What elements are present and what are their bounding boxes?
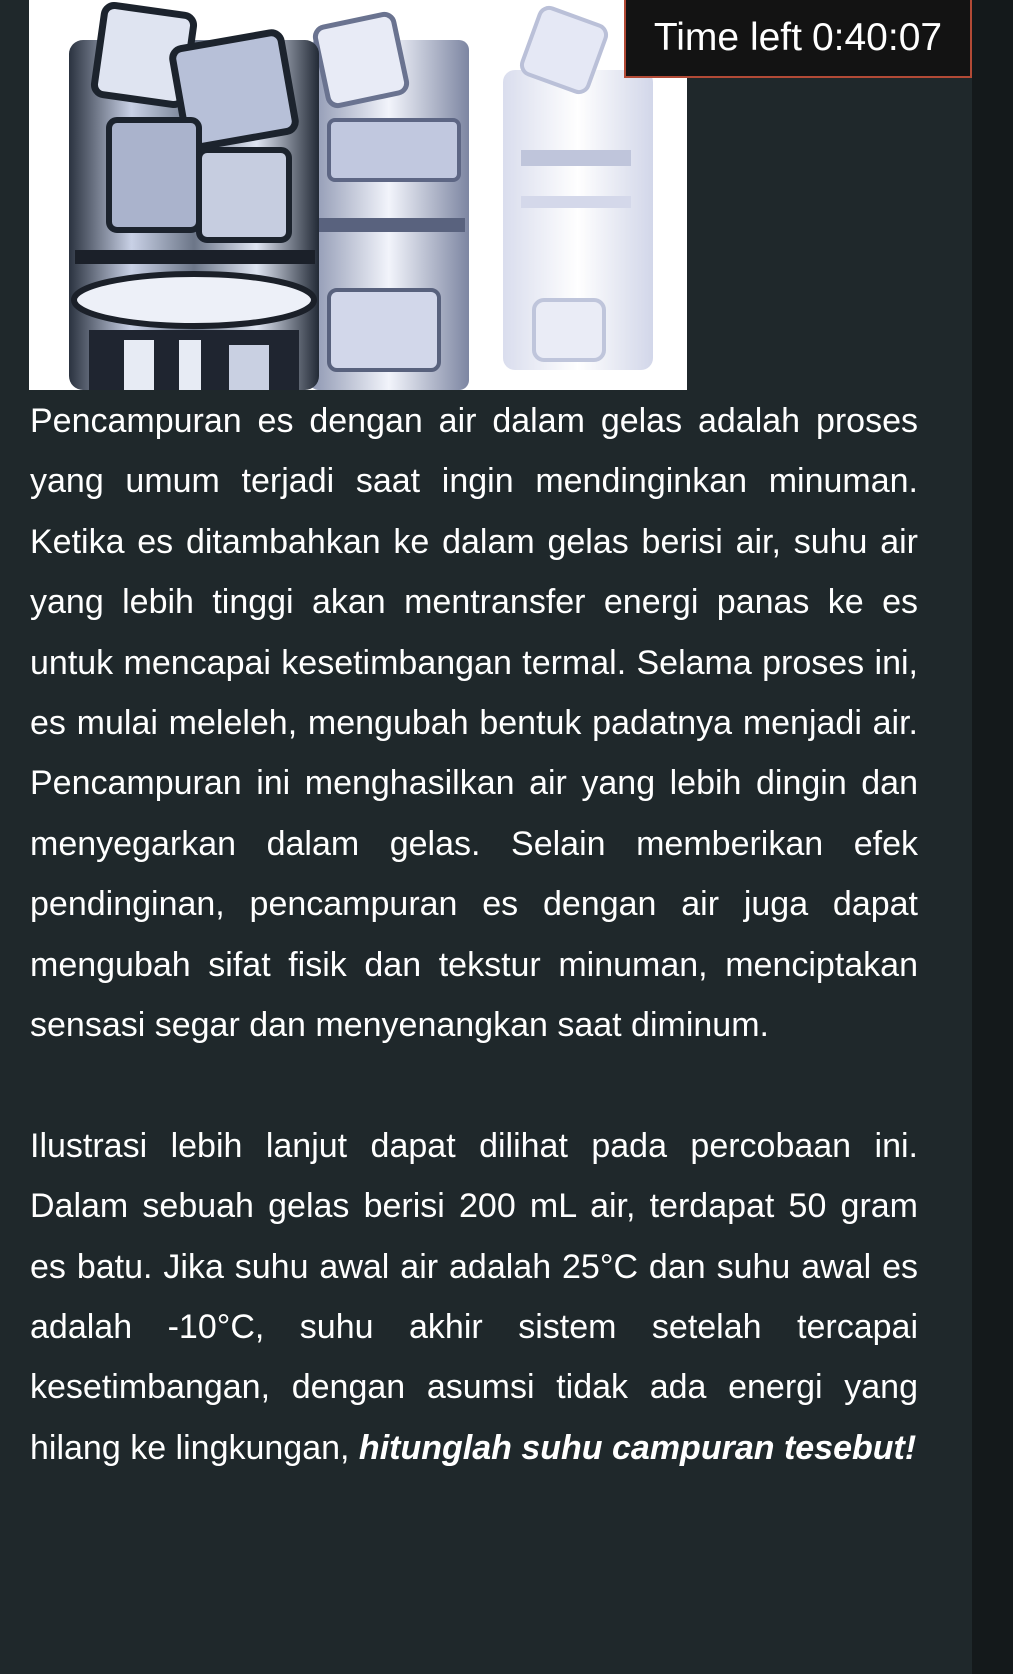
time-left-value: 0:40:07 [811,16,943,59]
ice-glasses-illustration [29,0,687,390]
time-left-label: Time left [653,16,802,59]
passage-paragraph-1: Pencampuran es dengan air dalam gelas adalah proses yang umum terjadi saat ingin mendinginkan minuman. Ketika es ditambahkan ke dalam gelas berisi air, suhu air yang lebih tinggi akan mentransfer energi panas ke es untuk mencapai kesetimbangan termal. Selama proses ini, es mulai meleleh, mengubah bentuk padatnya menjadi air. Pencampuran ini menghasilkan air yang lebih dingin dan menyegarkan dalam gelas. Selain memberikan efek pendinginan, pencampuran es dengan air juga dapat mengubah sifat fisik dan tekstur minuman, menciptakan sensasi segar dan menyenangkan saat diminum. [30,402,918,1045]
passage-question-emphasis: hitunglah suhu campuran tesebut! [358,1428,917,1467]
time-left-badge [624,0,972,78]
question-passage [30,391,918,1478]
passage-paragraph-2 [30,1116,918,1478]
ice-water-image [29,0,687,390]
passage-paragraph-2-text: Ilustrasi lebih lanjut dapat dilihat pada percobaan ini. Dalam sebuah gelas berisi 200 mL air, terdapat 50 gram es batu. Jika suhu awal air adalah 25°C dan suhu awal es adalah -10°C, suhu akhir sistem setelah tercapai kesetimbangan, dengan asumsi tidak ada energi yang hilang ke lingkungan, [30,1126,918,1467]
right-edge-panel [972,0,1013,1674]
